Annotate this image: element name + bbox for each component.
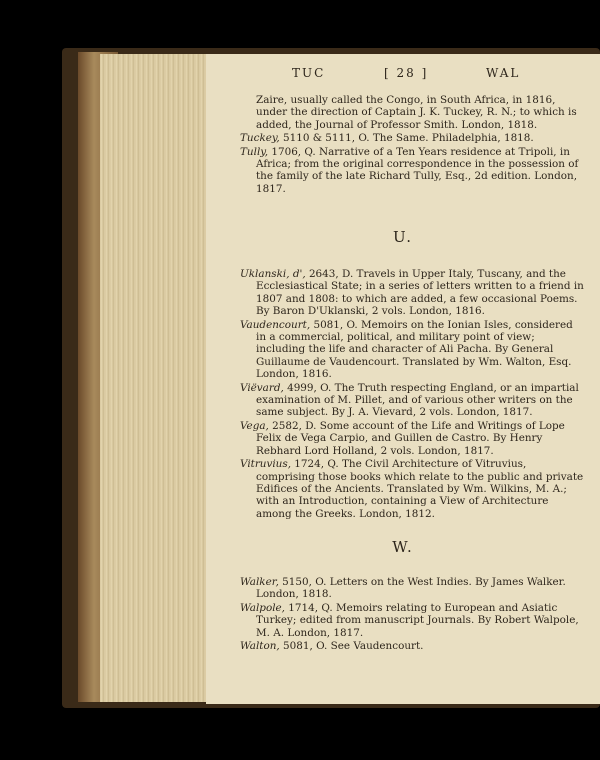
catalogue-entry [240,268,586,318]
section-t-block [240,94,586,196]
entry-headword: Vitruvius, [240,458,291,471]
section-heading-w: W. [392,538,414,556]
catalogue-entry [240,382,586,419]
entry-text: 1706, Q. Narrative of a Ten Years residence at Tripoli, in Africa; from the original correspondence in the possession of the family of the late Richard Tully, Esq., 2d edition. London, 1817. [256,145,579,195]
entry-text: 5081, O. Memoirs on the Ionian Isles, considered in a commercial, political, and military point of view; including the life and character of Ali Pacha. By General Guillaume de Vaudencourt. Translated by Wm. Walton, Esq. London, 1816. [256,318,573,381]
entry-headword: Tuckey, [240,132,280,145]
catalogue-entry [240,458,586,520]
entry-text: 5110 & 5111, O. The Same. Philadelphia, 1818. [279,132,534,145]
entry-text: 5150, O. Letters on the West Indies. By James Walker. London, 1818. [256,576,566,601]
catalogue-entry [240,146,586,196]
entry-headword: Walker, [240,576,279,588]
entry-headword: Uklanski, d', [240,268,306,280]
entry-text: 4999, O. The Truth respecting England, or an impartial examination of M. Pillet, and of various other writers on the same subject. By J. A. Vievard, 2 vols. London, 1817. [256,381,579,419]
section-heading-u: U. [392,228,414,246]
entry-text: 2582, D. Some account of the Life and Writings of Lope Felix de Vega Carpio, and Guillen de Castro. By Henry Rebhard Lord Holland, 2 vols. London, 1817. [256,419,565,457]
catalogue-entry [240,420,586,457]
catalogue-entry [240,602,586,639]
continued-entry: Zaire, usually called the Congo, in South Africa, in 1816, under the direction of Captain J. K. Tuckey, R. N.; to which is added, the Journal of Professor Smith. London, 1818. [256,94,577,131]
entry-headword: Walpole, [240,601,285,614]
entry-headword: Tully, [240,145,269,158]
catalogue-entry [240,576,586,601]
entry-headword: Vaudencourt, [240,318,311,331]
entry-headword: Viëvard, [240,381,284,394]
page-stack [100,54,209,702]
running-head-left: TUC [292,66,326,80]
page-number: [ 28 ] [384,66,429,80]
section-w-block [240,576,586,653]
catalogue-entry [240,319,586,381]
running-head [206,66,600,84]
entry-text: 5081, O. See Vaudencourt. [279,640,424,653]
book-page [206,54,600,704]
catalogue-entry [240,132,586,144]
entry-text: 2643, D. Travels in Upper Italy, Tuscany, and the Ecclesiastical State; in a series of letters written to a friend in 1807 and 1808: to which are added, a few occasional Poems. By Baron D'Uklanski, 2 vols. London, 1816. [256,268,584,318]
entry-text: 1724, Q. The Civil Architecture of Vitruvius, comprising those books which relate to the public and private Edifices of the Ancients. Translated by Wm. Wilkins, M. A.; with an Introduction, containing a View of Architecture among the Greeks. London, 1812. [256,458,584,520]
catalogue-entry [240,640,586,652]
entry-headword: Walton, [240,640,280,653]
running-head-right: WAL [486,66,521,80]
entry-headword: Vega, [240,419,269,432]
section-u-block [240,268,586,521]
entry-text: 1714, Q. Memoirs relating to European and Asiatic Turkey; edited from manuscript Journals. By Robert Walpole, M. A. London, 1817. [256,601,579,639]
